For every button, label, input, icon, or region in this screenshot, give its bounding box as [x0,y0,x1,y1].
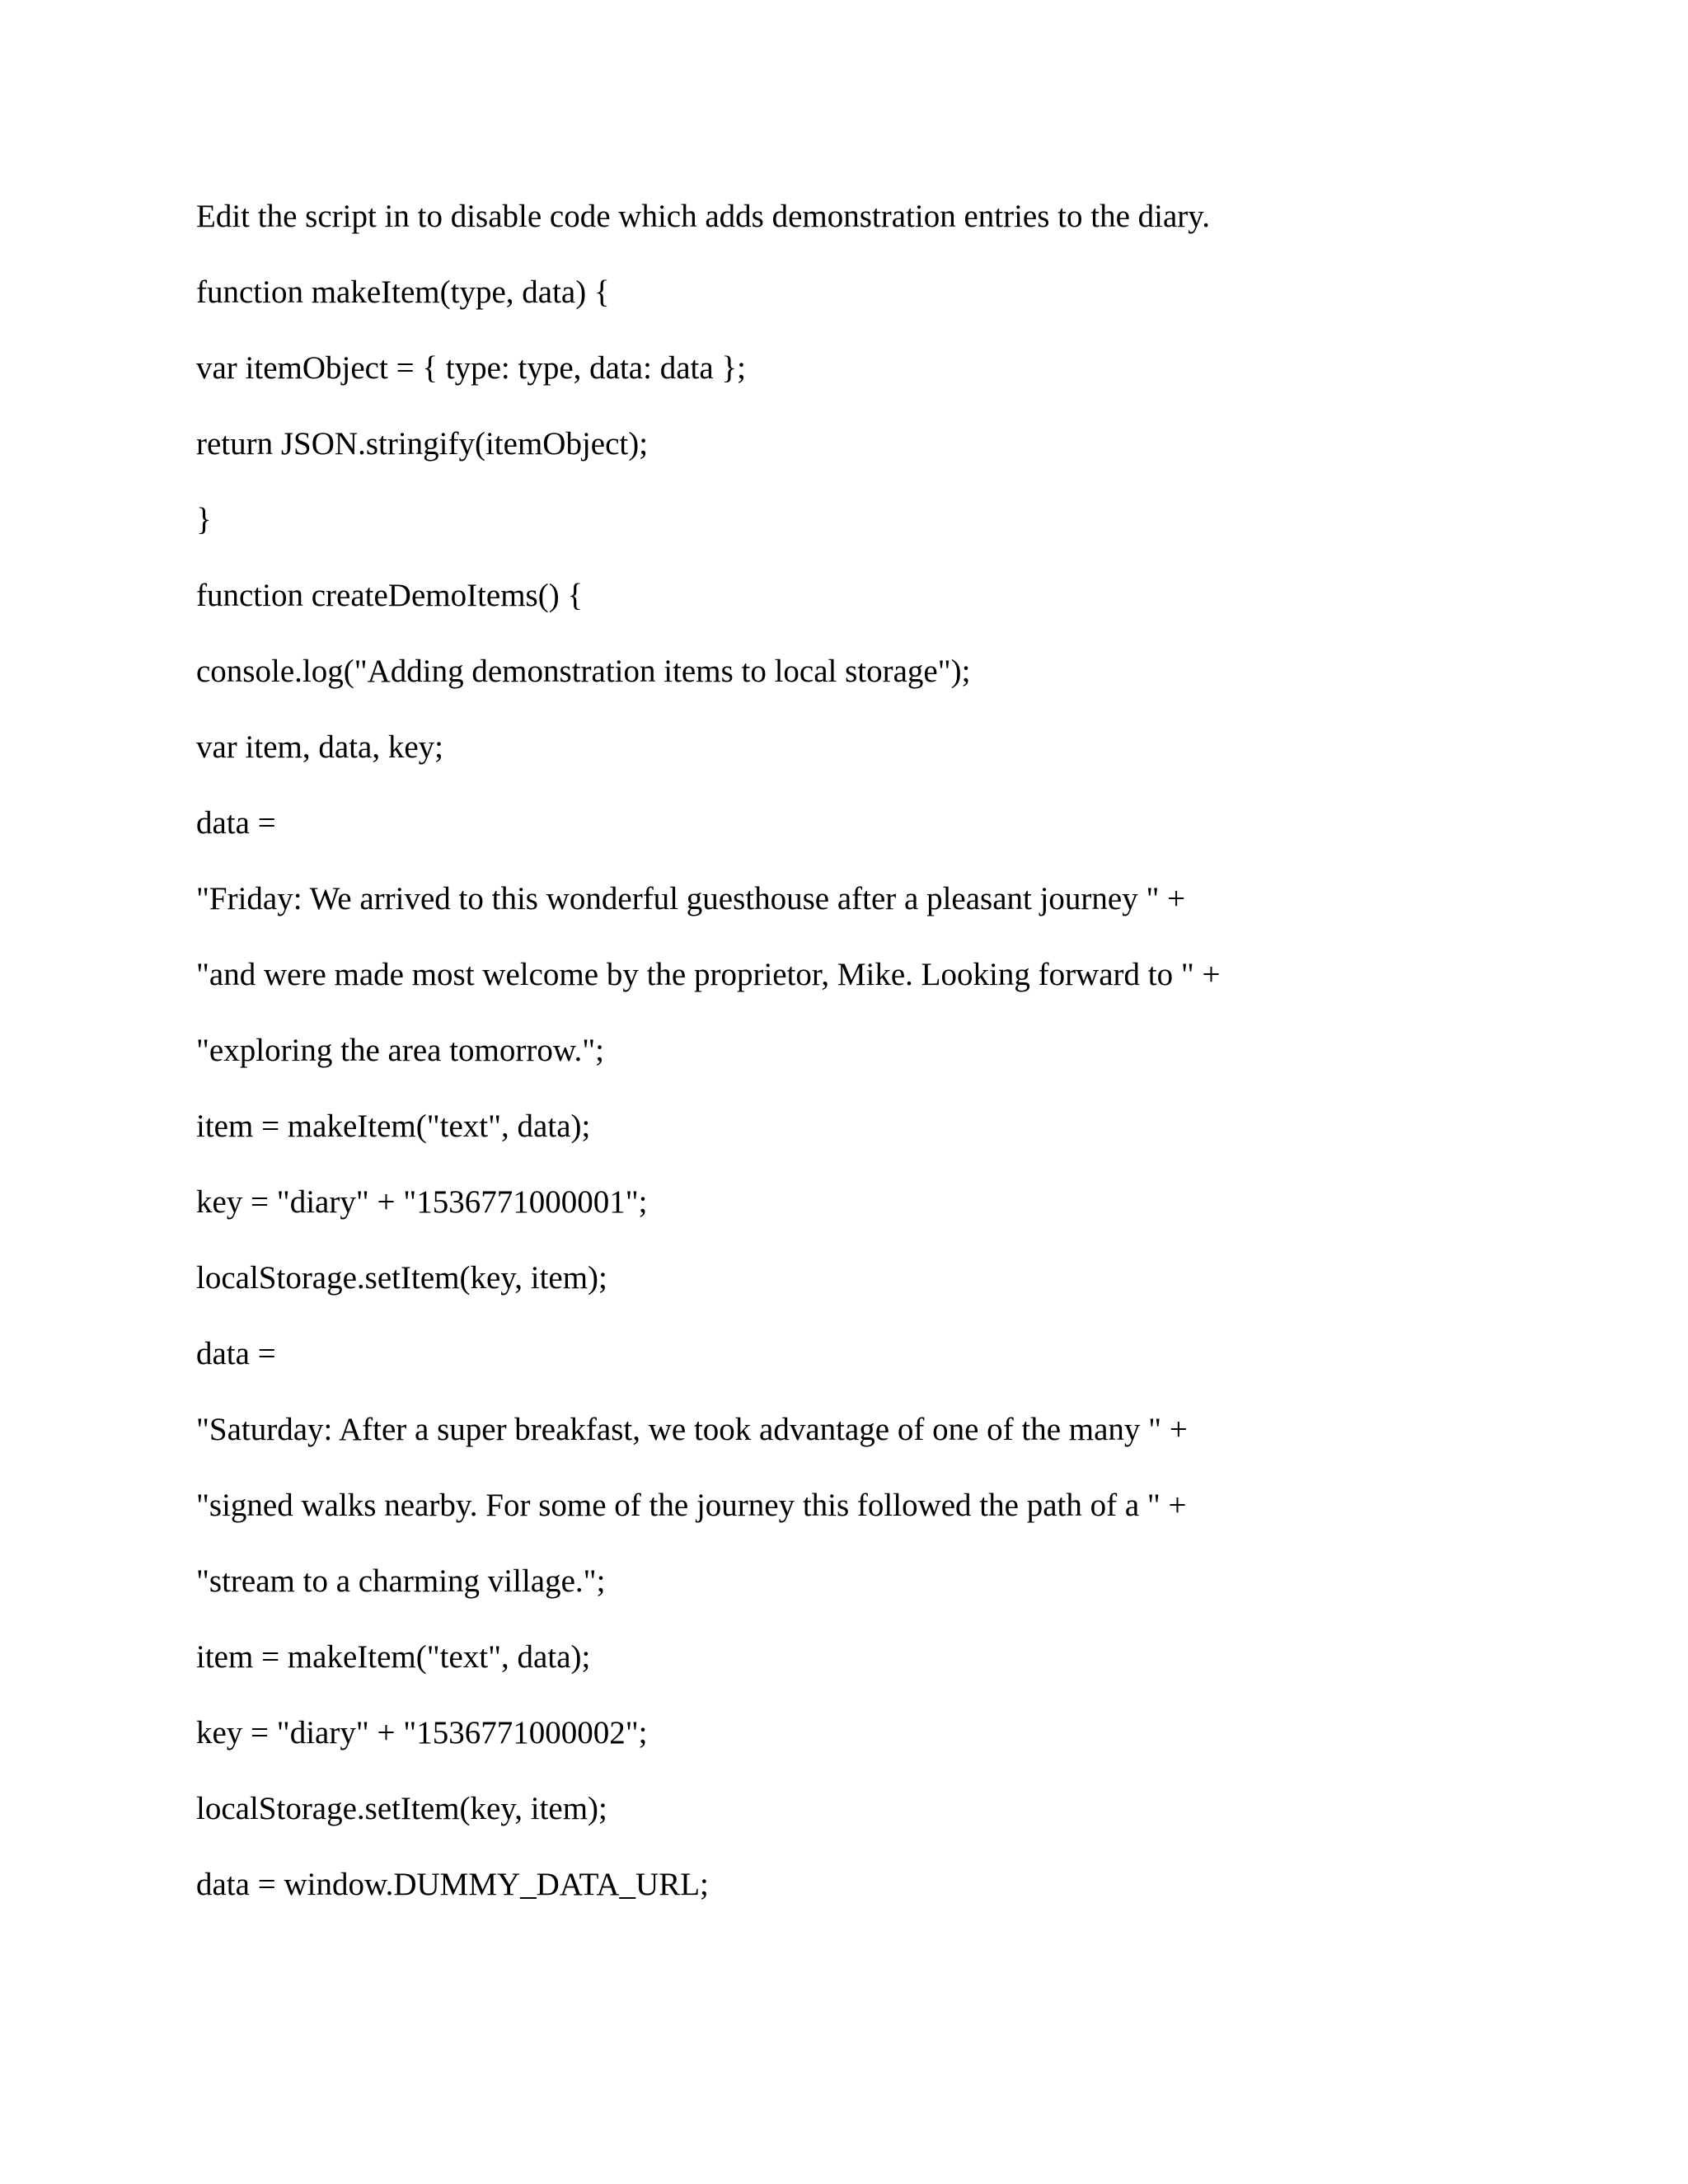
code-line: "and were made most welcome by the proprietor, Mike. Looking forward to " + [196,957,1221,992]
code-line: localStorage.setItem(key, item); [196,1791,607,1826]
code-line: key = "diary" + "1536771000001"; [196,1184,648,1220]
instruction-text: Edit the script in to disable code which adds demonstration entries to the diary. [196,199,1211,234]
code-line: data = window.DUMMY_DATA_URL; [196,1867,709,1902]
code-line: function makeItem(type, data) { [196,274,610,310]
document-body [196,188,1548,1932]
code-line: key = "diary" + "1536771000002"; [196,1715,648,1750]
code-line: function createDemoItems() { [196,578,584,613]
code-line: } [196,502,212,537]
code-line: "exploring the area tomorrow."; [196,1033,604,1068]
code-line: "Saturday: After a super breakfast, we took advantage of one of the many " + [196,1412,1188,1447]
code-line: localStorage.setItem(key, item); [196,1260,607,1296]
code-line: var item, data, key; [196,729,443,765]
code-line: var itemObject = { type: type, data: data }; [196,350,746,386]
code-line: return JSON.stringify(itemObject); [196,426,649,462]
code-line: data = [196,805,276,841]
code-line: "Friday: We arrived to this wonderful guesthouse after a pleasant journey " + [196,881,1186,916]
code-line: data = [196,1336,276,1371]
code-line: console.log("Adding demonstration items to local storage"); [196,654,971,689]
code-line: "signed walks nearby. For some of the journey this followed the path of a " + [196,1488,1187,1523]
code-line: item = makeItem("text", data); [196,1108,591,1144]
code-line: "stream to a charming village."; [196,1563,606,1599]
code-line: item = makeItem("text", data); [196,1639,591,1675]
